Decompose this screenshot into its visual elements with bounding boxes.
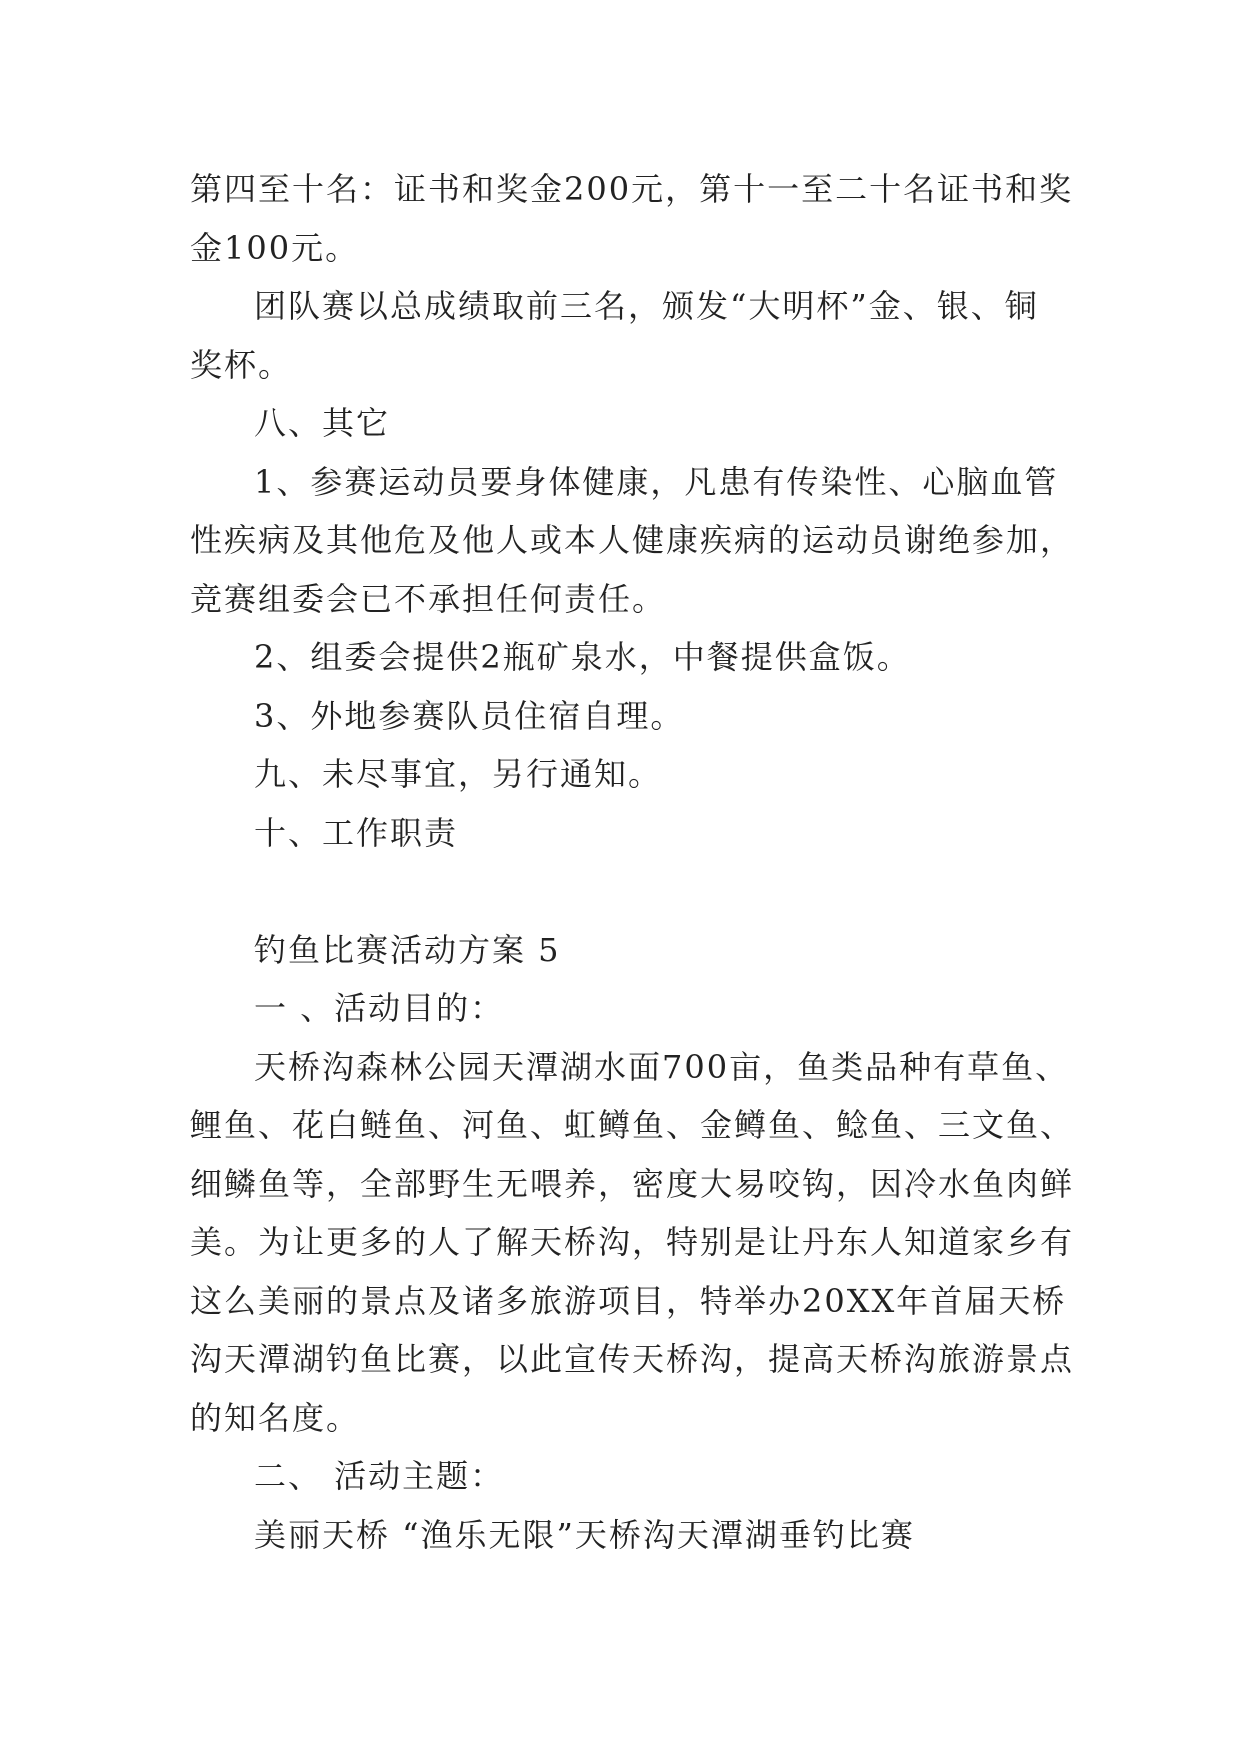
- document-title: 钓鱼比赛活动方案 5: [254, 930, 561, 969]
- paragraph-line: 美。为让更多的人了解天桥沟，特别是让丹东人知道家乡有: [190, 1223, 1075, 1261]
- section-heading: 八、其它: [254, 404, 391, 442]
- document-body: [190, 160, 1075, 1564]
- paragraph-line: 金100元。: [190, 228, 360, 267]
- paragraph-line: 的知名度。: [190, 1398, 361, 1437]
- paragraph-line: 1、参赛运动员要身体健康，凡患有传染性、心脑血管: [254, 462, 1059, 501]
- section-heading: 十、工作职责: [254, 813, 459, 852]
- paragraph-line: 性疾病及其他危及他人或本人健康疾病的运动员谢绝参加，: [190, 521, 1075, 559]
- blank-gap: [190, 862, 1070, 921]
- paragraph-line: 竞赛组委会已不承担任何责任。: [190, 579, 667, 618]
- paragraph-line: 团队赛以总成绩取前三名，颁发“大明杯”金、银、铜: [254, 287, 1039, 325]
- paragraph-line: 鲤鱼、花白鲢鱼、河鱼、虹鳟鱼、金鳟鱼、鲶鱼、三文鱼、: [190, 1106, 1075, 1144]
- paragraph-line: 第四至十名：证书和奖金200元，第十一至二十名证书和奖: [190, 170, 1074, 208]
- paragraph-line: 美丽天桥 “渔乐无限”天桥沟天潭湖垂钓比赛: [254, 1515, 915, 1554]
- section-heading: 一 、活动目的：: [254, 989, 505, 1027]
- paragraph-line: 沟天潭湖钓鱼比赛，以此宣传天桥沟，提高天桥沟旅游景点: [190, 1340, 1075, 1378]
- paragraph-line: 天桥沟森林公园天潭湖水面700亩，鱼类品种有草鱼、: [254, 1047, 1070, 1086]
- section-heading: 二、 活动主题：: [254, 1457, 505, 1495]
- section-heading: 九、未尽事宜，另行通知。: [254, 755, 663, 793]
- paragraph-line: 细鳞鱼等，全部野生无喂养，密度大易咬钩，因冷水鱼肉鲜: [190, 1164, 1075, 1203]
- paragraph-line: 2、组委会提供2瓶矿泉水，中餐提供盒饭。: [254, 638, 911, 676]
- paragraph-line: 这么美丽的景点及诸多旅游项目，特举办20XX年首届天桥: [190, 1281, 1067, 1320]
- paragraph-line: 3、外地参赛队员住宿自理。: [254, 696, 685, 735]
- paragraph-line: 奖杯。: [190, 345, 293, 384]
